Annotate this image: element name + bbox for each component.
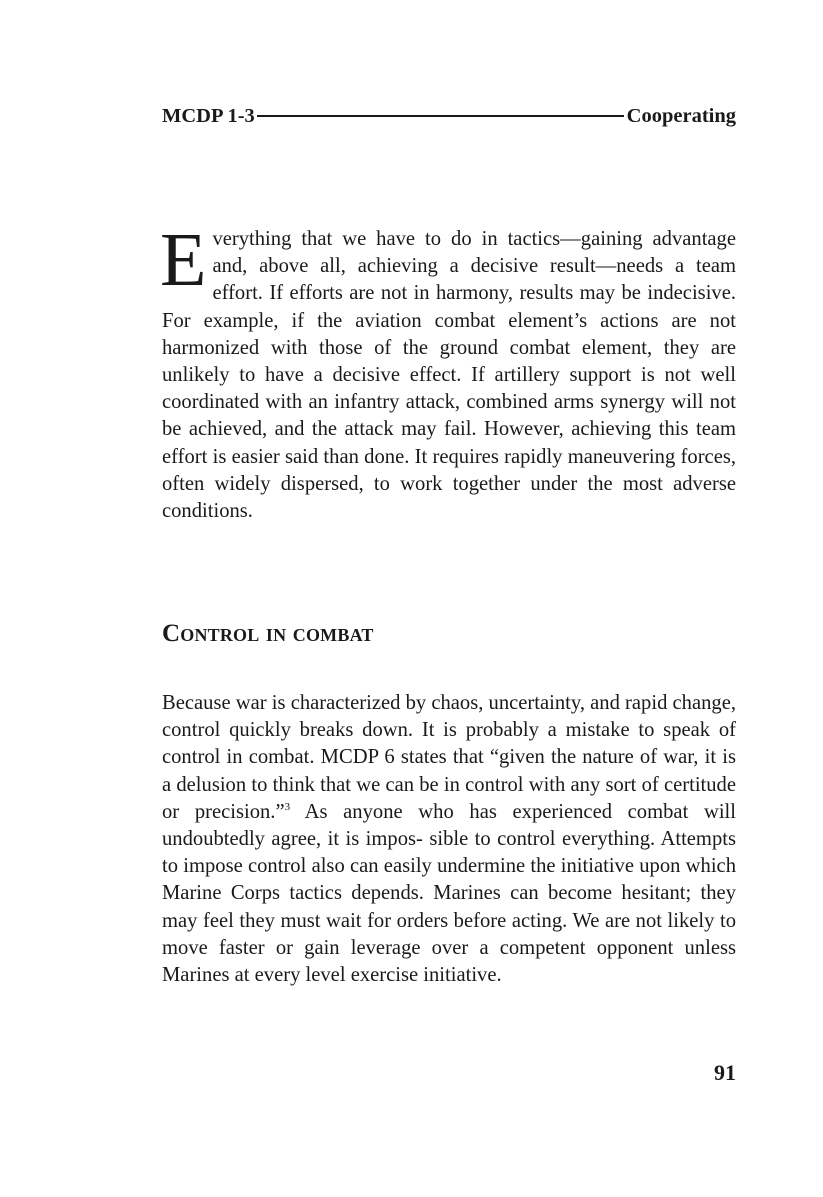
section-paragraph [162, 690, 736, 989]
intro-text: verything that we have to do in tactics—gaining advantage and, above all, achieving a decisive result—needs a team effort. If efforts are not in harmony, results may be indecisive. For example, if the aviation combat element’s actions are not harmonized with those of the ground combat element, they are unlikely to have a decisive effect. If artillery support is not well coordinated with an infantry attack, combined arms synergy will not be achieved, and the attack may fail. However, achieving this team effort is easier said than done. It requires rapidly maneuvering forces, often widely dispersed, to work together under the most adverse conditions. [162, 228, 736, 523]
page-number: 91 [714, 1060, 736, 1085]
header-publication: MCDP 1-3 [162, 104, 255, 127]
footnote-ref[interactable]: 3 [284, 800, 291, 813]
header-chapter: Cooperating [626, 104, 736, 127]
section-text-end: As anyone who has experienced combat will undoubtedly agree, it is impos- sible to control everything. Attempts to impose control also can easily undermine the initiative upon which Marine Corps tactics depends. Marines can become hesitant; they may feel they must wait for orders before acting. We are not likely to move faster or gain leverage over a competent opponent unless Marines at every level exercise initiative. [162, 800, 736, 987]
header-rule [257, 115, 624, 117]
drop-cap: E [160, 218, 207, 302]
section-heading: Control in combat [162, 620, 374, 647]
intro-paragraph [160, 218, 736, 525]
section-text-start: Because war is characterized by chaos, uncertainty, and rapid change, control quickly breaks down. It is probably a mistake to speak of control in combat. MCDP 6 states that “given the nature of war, it is a delusion to think that we can be in control with any sort of certitude or precision.” [162, 692, 736, 823]
running-header [162, 102, 736, 130]
